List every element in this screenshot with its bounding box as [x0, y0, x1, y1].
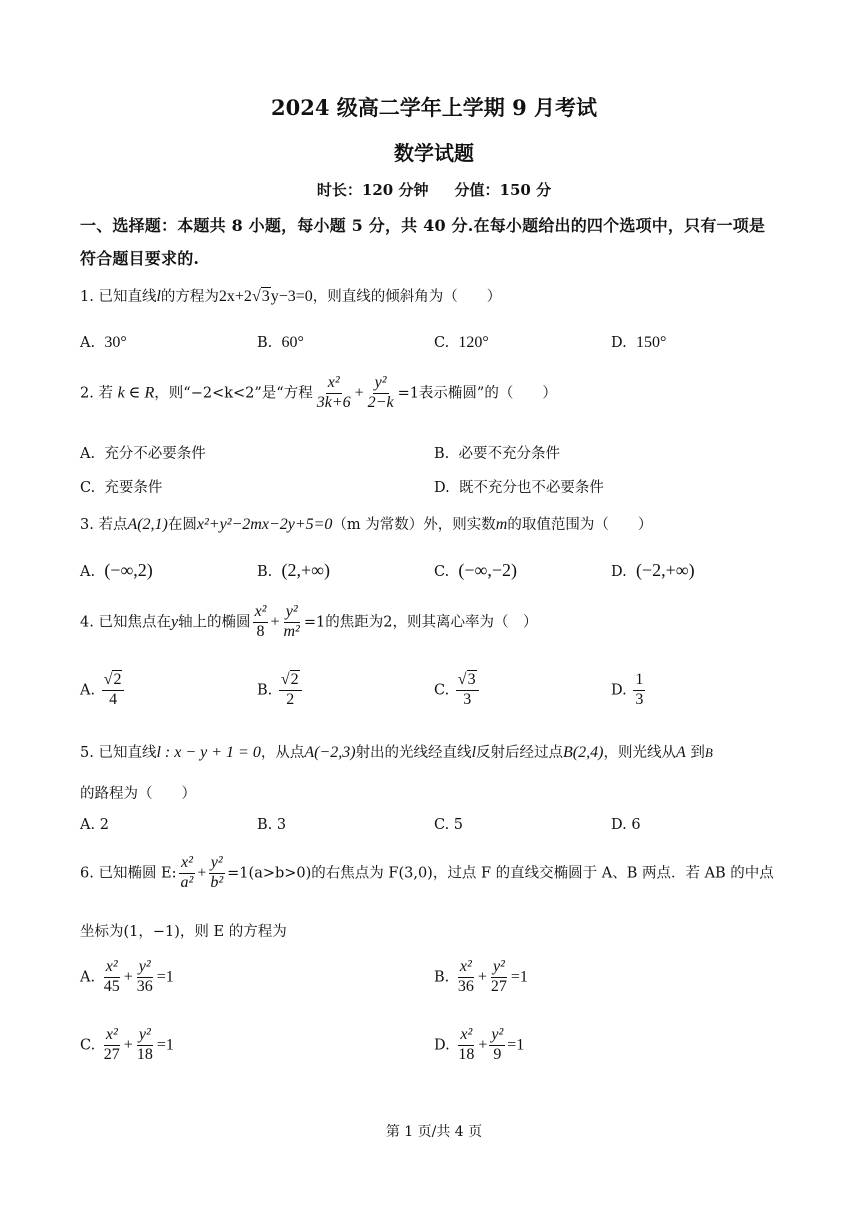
q1-post: ，则直线的倾斜角为（ ） — [312, 289, 502, 305]
q2-condition: k ∈ R — [117, 384, 155, 402]
q4-pre: 4. 已知焦点在 — [80, 614, 171, 631]
question-6-line2: 坐标为(1，−1)，则 E 的方程为 — [80, 924, 287, 940]
q6-option-d[interactable]: D. $\frac{\text{x²}}{18}$ + $\frac{\text{y²}}{9}$ =1 — [434, 1026, 525, 1063]
q6-option-a[interactable]: A. $\frac{\text{x²}}{45}$ + $\frac{\text{y²}}{36}$ =1 — [80, 958, 174, 995]
q4-fraction-y: $\frac{\text{y²}}{\text{m²}}$ — [283, 603, 300, 640]
q3-post: 的取值范围为（ ） — [507, 517, 653, 533]
q4-option-a[interactable]: A. $\frac{√2}{4}$ — [80, 672, 126, 709]
q5-option-b[interactable]: B. 3 — [257, 817, 287, 833]
q6-fraction-y: $\frac{\text{y²}}{\text{b²}}$ — [210, 854, 224, 891]
q2-pre: 2. 若 — [80, 385, 113, 402]
q3-option-b[interactable]: B. (2,+∞) — [257, 560, 330, 580]
q3-equation: x²+y²−2mx−2y+5=0 — [196, 516, 333, 533]
q5-line: l : x − y + 1 = 0 — [156, 744, 261, 761]
q6-fraction-x: $\frac{\text{x²}}{\text{a²}}$ — [180, 854, 194, 891]
q2-option-b[interactable]: B. 必要不充分条件 — [434, 446, 560, 462]
q1-var: l — [156, 288, 161, 305]
q1-option-a[interactable]: A. 30° — [80, 334, 127, 351]
question-3 — [80, 513, 652, 534]
q2-option-d[interactable]: D. 既不充分也不必要条件 — [434, 480, 604, 496]
q1-option-d[interactable]: D. 150° — [611, 334, 667, 351]
q5-option-c[interactable]: C. 5 — [434, 817, 464, 833]
q1-mid: 的方程为 — [160, 289, 219, 305]
q3-option-a[interactable]: A. (−∞,2) — [80, 560, 153, 580]
q4-fraction-x: $\frac{\text{x²}}{8}$ — [254, 603, 267, 640]
q2-option-c[interactable]: C. 充要条件 — [80, 480, 163, 496]
q2-fraction-x: $\frac{\text{x²}}{3k+6}$ — [316, 374, 351, 411]
question-6: 6. 已知椭圆 E: $\frac{\text{x²}}{\text{a²}}$ + $\frac{\text{y²}}{\text{b²}}$ =1(a>b>0)的右焦点为 F(3,0)，过点 F 的直线交椭圆于 A、B 两点．若 AB 的中点 — [80, 854, 774, 891]
q3-option-d[interactable]: D. (−2,+∞) — [611, 560, 695, 580]
q2-post: =1表示椭圆”的（ ） — [397, 385, 557, 402]
exam-info: 时长：120 分钟 分值：150 分 — [316, 181, 552, 199]
q1-option-c[interactable]: C. 120° — [434, 334, 489, 351]
q3-mid: 在圆 — [167, 517, 197, 533]
question-5: 5. 已知直线l : x − y + 1 = 0，从点A(−2,3)射出的光线经直线l反射后经过点B(2,4)，则光线从A 到B — [80, 744, 713, 761]
q3-pre: 3. 若点 — [80, 517, 128, 533]
question-1 — [80, 285, 501, 306]
section-heading-line1: 一、选择题：本题共 8 小题，每小题 5 分，共 40 分.在每小题给出的四个选项中，只有一项是 — [80, 216, 766, 235]
question-5-line2: 的路程为（ ） — [80, 786, 196, 802]
q5-point-a: A(−2,3) — [304, 744, 356, 761]
q3-option-c[interactable]: C. (−∞,−2) — [434, 560, 518, 580]
exam-title: 2024 级高二学年上学期 9 月考试 — [271, 95, 597, 120]
q4-var: y — [170, 613, 179, 631]
exam-subtitle: 数学试题 — [394, 141, 474, 165]
q1-option-b[interactable]: B. 60° — [257, 334, 304, 351]
q5-option-d[interactable]: D. 6 — [611, 817, 641, 833]
page-footer: 第 1 页/共 4 页 — [385, 1124, 483, 1140]
q3-mid2: （m 为常数）外，则实数 — [332, 517, 496, 533]
q4-option-c[interactable]: C. $\frac{√3}{3}$ — [434, 672, 481, 709]
q2-mid: ，则“−2<k<2”是“方程 — [154, 385, 313, 402]
q2-option-a[interactable]: A. 充分不必要条件 — [80, 446, 206, 462]
q4-option-d[interactable]: D. $\frac{1}{3}$ — [611, 671, 644, 708]
q1-pre: 1. 已知直线 — [80, 289, 157, 305]
q5-point-b: B(2,4) — [563, 744, 604, 761]
q3-point: A(2,1) — [127, 516, 168, 533]
q1-equation: 2x+2√3y−3=0 — [218, 288, 313, 305]
q6-option-c[interactable]: C. $\frac{\text{x²}}{27}$ + $\frac{\text{y²}}{18}$ =1 — [80, 1026, 174, 1063]
q4-option-b[interactable]: B. $\frac{√2}{2}$ — [257, 672, 304, 709]
q4-mid: 轴上的椭圆 — [178, 614, 251, 631]
q5-option-a[interactable]: A. 2 — [80, 817, 109, 833]
q3-var: m — [495, 516, 508, 533]
q2-fraction-y: $\frac{\text{y²}}{2-k}$ — [367, 374, 394, 411]
question-4: 4. 已知焦点在y轴上的椭圆 $\frac{\text{x²}}{8}$ + $\frac{\text{y²}}{\text{m²}}$ =1的焦距为2，则其离心率为（ ） — [80, 603, 538, 640]
q4-post: =1的焦距为2，则其离心率为（ ） — [303, 614, 538, 631]
question-2: 2. 若 k ∈ R，则“−2<k<2”是“方程 $\frac{\text{x²}}{3k+6}$ + $\frac{\text{y²}}{2-k}$ =1表示椭圆”的（ ） — [80, 374, 557, 411]
section-heading-line2: 符合题目要求的. — [80, 249, 200, 268]
q6-option-b[interactable]: B. $\frac{\text{x²}}{36}$ + $\frac{\text{y²}}{27}$ =1 — [434, 958, 528, 995]
